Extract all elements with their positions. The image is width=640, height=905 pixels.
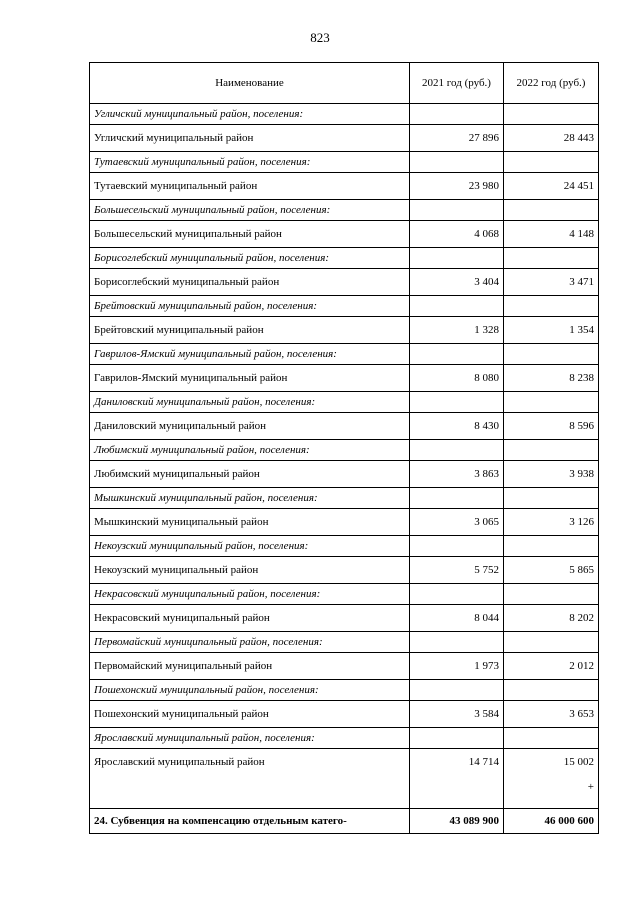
total-2021: 43 089 900 <box>410 809 504 834</box>
value-2021: 5 752 <box>410 557 504 584</box>
value-2022: 8 202 <box>504 605 599 632</box>
value-2021: 3 584 <box>410 701 504 728</box>
district-row <box>90 461 599 488</box>
value-2022: 5 865 <box>504 557 599 584</box>
district-row <box>90 749 599 809</box>
subsidy-table <box>89 62 599 834</box>
continuation-mark: + <box>587 781 594 793</box>
header-2021: 2021 год (руб.) <box>410 63 504 104</box>
section-row <box>90 728 599 749</box>
value-2022: 3 938 <box>504 461 599 488</box>
value-2022: 24 451 <box>504 173 599 200</box>
district-name: Угличский муниципальный район <box>90 125 410 152</box>
value-2021: 8 080 <box>410 365 504 392</box>
value-2022: 15 002 <box>563 756 594 768</box>
value-2022: 3 653 <box>504 701 599 728</box>
cell-2021-empty <box>410 296 504 317</box>
cell-2022-empty <box>504 344 599 365</box>
district-row <box>90 653 599 680</box>
cell-2022-empty <box>504 200 599 221</box>
section-row <box>90 536 599 557</box>
value-2021: 27 896 <box>410 125 504 152</box>
total-label: 24. Субвенция на компенсацию отдельным катего- <box>90 809 410 834</box>
section-row <box>90 248 599 269</box>
district-row <box>90 509 599 536</box>
cell-2021-empty <box>410 200 504 221</box>
section-row <box>90 584 599 605</box>
cell-2022-empty <box>504 488 599 509</box>
section-label: Любимский муниципальный район, поселения: <box>90 440 410 461</box>
district-row <box>90 269 599 296</box>
cell-2022-empty <box>504 680 599 701</box>
section-label: Тутаевский муниципальный район, поселения: <box>90 152 410 173</box>
district-name: Первомайский муниципальный район <box>90 653 410 680</box>
cell-2021-empty <box>410 152 504 173</box>
district-name: Гаврилов-Ямский муниципальный район <box>90 365 410 392</box>
district-name: Пошехонский муниципальный район <box>90 701 410 728</box>
district-name: Любимский муниципальный район <box>90 461 410 488</box>
table-header-row <box>90 63 599 104</box>
header-2022: 2022 год (руб.) <box>504 63 599 104</box>
cell-2021-empty <box>410 440 504 461</box>
cell-2022-empty <box>504 152 599 173</box>
cell-2021-empty <box>410 392 504 413</box>
district-name: Ярославский муниципальный район <box>90 749 410 809</box>
cell-2021-empty <box>410 680 504 701</box>
value-2022: 3 471 <box>504 269 599 296</box>
district-name: Брейтовский муниципальный район <box>90 317 410 344</box>
district-row <box>90 173 599 200</box>
section-label: Большесельский муниципальный район, поселения: <box>90 200 410 221</box>
district-row <box>90 701 599 728</box>
section-row <box>90 392 599 413</box>
section-row <box>90 488 599 509</box>
value-2022: 1 354 <box>504 317 599 344</box>
cell-2021-empty <box>410 632 504 653</box>
district-row <box>90 317 599 344</box>
cell-2021-empty <box>410 728 504 749</box>
page-number: 823 <box>310 30 330 45</box>
district-row <box>90 413 599 440</box>
cell-2022-empty <box>504 248 599 269</box>
total-row <box>90 809 599 834</box>
district-row <box>90 125 599 152</box>
cell-2021-empty <box>410 248 504 269</box>
cell-2022-empty <box>504 536 599 557</box>
district-name: Мышкинский муниципальный район <box>90 509 410 536</box>
value-2022: 8 596 <box>504 413 599 440</box>
cell-2022-empty <box>504 632 599 653</box>
section-row <box>90 344 599 365</box>
value-2021: 8 430 <box>410 413 504 440</box>
section-label: Гаврилов-Ямский муниципальный район, поселения: <box>90 344 410 365</box>
value-2021: 1 973 <box>410 653 504 680</box>
section-label: Брейтовский муниципальный район, поселения: <box>90 296 410 317</box>
value-2021: 14 714 <box>410 749 504 809</box>
value-2022: 4 148 <box>504 221 599 248</box>
value-2022: 3 126 <box>504 509 599 536</box>
district-name: Большесельский муниципальный район <box>90 221 410 248</box>
value-2021: 3 404 <box>410 269 504 296</box>
value-2021: 4 068 <box>410 221 504 248</box>
value-2022-cell <box>504 749 599 809</box>
total-2022: 46 000 600 <box>504 809 599 834</box>
section-label: Некрасовский муниципальный район, поселения: <box>90 584 410 605</box>
cell-2021-empty <box>410 104 504 125</box>
section-row <box>90 104 599 125</box>
value-2021: 3 065 <box>410 509 504 536</box>
value-2021: 8 044 <box>410 605 504 632</box>
cell-2022-empty <box>504 440 599 461</box>
section-row <box>90 152 599 173</box>
district-name: Борисоглебский муниципальный район <box>90 269 410 296</box>
value-2022: 2 012 <box>504 653 599 680</box>
district-row <box>90 221 599 248</box>
district-name: Тутаевский муниципальный район <box>90 173 410 200</box>
district-name: Даниловский муниципальный район <box>90 413 410 440</box>
cell-2021-empty <box>410 344 504 365</box>
district-row <box>90 605 599 632</box>
cell-2022-empty <box>504 728 599 749</box>
cell-2021-empty <box>410 536 504 557</box>
value-2021: 1 328 <box>410 317 504 344</box>
district-row <box>90 557 599 584</box>
cell-2022-empty <box>504 104 599 125</box>
section-row <box>90 200 599 221</box>
district-name: Некрасовский муниципальный район <box>90 605 410 632</box>
section-row <box>90 296 599 317</box>
section-label: Угличский муниципальный район, поселения: <box>90 104 410 125</box>
table-body <box>90 104 599 834</box>
section-row <box>90 440 599 461</box>
cell-2022-empty <box>504 296 599 317</box>
cell-2022-empty <box>504 584 599 605</box>
header-name: Наименование <box>90 63 410 104</box>
cell-2022-empty <box>504 392 599 413</box>
section-label: Первомайский муниципальный район, поселения: <box>90 632 410 653</box>
section-label: Мышкинский муниципальный район, поселения: <box>90 488 410 509</box>
cell-2021-empty <box>410 584 504 605</box>
value-2021: 23 980 <box>410 173 504 200</box>
district-name: Некоузский муниципальный район <box>90 557 410 584</box>
section-row <box>90 680 599 701</box>
value-2022: 8 238 <box>504 365 599 392</box>
section-label: Борисоглебский муниципальный район, поселения: <box>90 248 410 269</box>
district-row <box>90 365 599 392</box>
value-2022: 28 443 <box>504 125 599 152</box>
section-label: Даниловский муниципальный район, поселения: <box>90 392 410 413</box>
section-label: Пошехонский муниципальный район, поселения: <box>90 680 410 701</box>
value-2021: 3 863 <box>410 461 504 488</box>
section-label: Ярославский муниципальный район, поселения: <box>90 728 410 749</box>
section-row <box>90 632 599 653</box>
section-label: Некоузский муниципальный район, поселения: <box>90 536 410 557</box>
cell-2021-empty <box>410 488 504 509</box>
